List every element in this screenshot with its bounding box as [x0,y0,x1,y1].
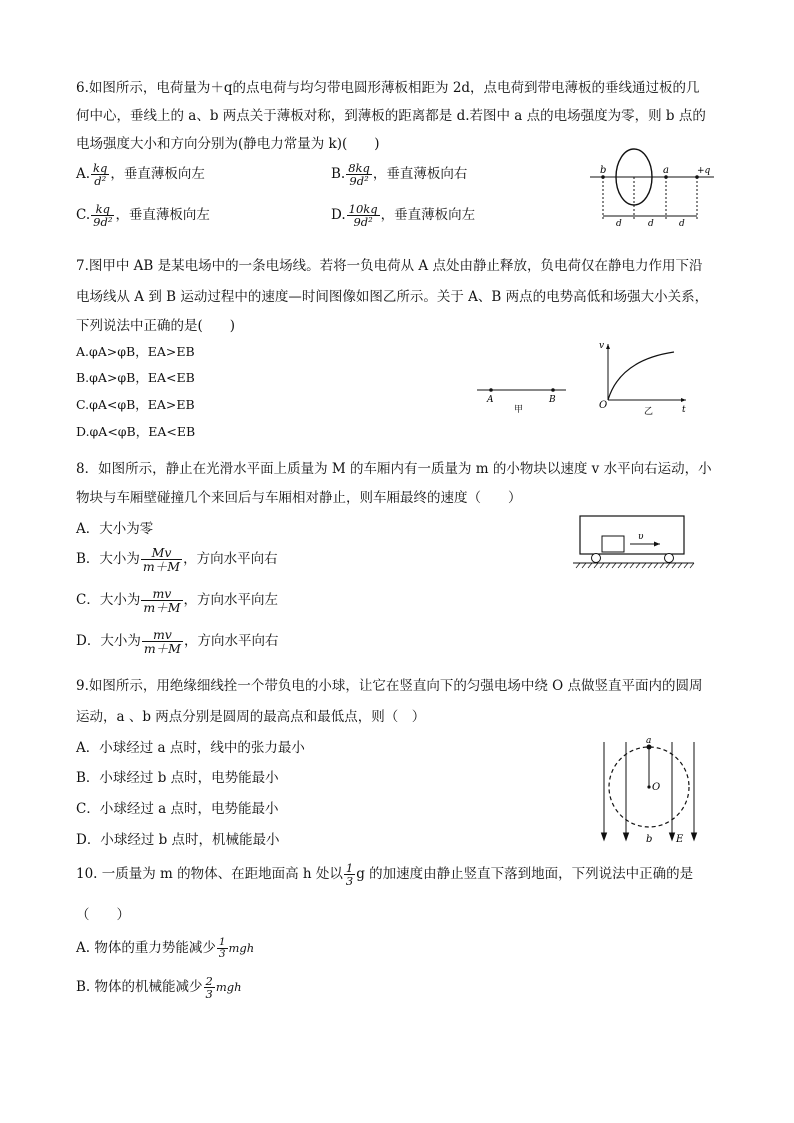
option-text: ，垂直薄板向左 [110,166,205,183]
q10-option-a[interactable] [76,936,254,960]
option-text: ，垂直薄板向左 [115,207,210,224]
q9-option-a[interactable]: A．小球经过 a 点时，线中的张力最小 [76,740,305,756]
fraction: $\frac{2}{3}$ [205,974,213,1002]
q6-figure-plate [586,146,718,228]
option-text: A. 物体的重力势能减少 [76,940,216,956]
fraction: $\frac{1}{3}$ [218,935,226,960]
q8-figure-cart [572,512,696,572]
q6-option-d[interactable] [331,203,475,228]
q8-option-b[interactable] [76,546,278,573]
q9-option-d[interactable]: D．小球经过 b 点时，机械能最小 [76,832,280,848]
fraction: $\frac{mv}{m+M}$ [143,586,181,616]
q7-option-d[interactable]: D.φA<φB，EA<EB [76,424,196,439]
q10-stem-line2: （ ） [76,907,130,923]
q9-figure-circle [596,734,700,846]
label-v: υ [638,532,644,542]
stem-text: 10. 一质量为 m 的物体、在距地面高 h 处以 [76,866,343,883]
q6-stem-line2: 何中心，垂线上的 a、b 两点关于薄板对称，到薄板的距离都是 d.若图中 a 点的电场强度为零，则 b 点的 [76,108,706,124]
label-yi: 乙 [644,407,654,417]
q8-option-d[interactable] [76,628,278,655]
q7-option-a[interactable]: A.φA>φB，EA>EB [76,344,195,359]
label-b: b [600,165,607,176]
label-O: O [652,782,661,793]
q10-stem-line1 [76,862,693,887]
label-q: +q [697,166,711,176]
q8-option-a[interactable]: A．大小为零 [76,521,154,537]
q7-stem-line1: 7.图甲中 AB 是某电场中的一条电场线。若将一负电荷从 A 点处由静止释放，负电荷仅在静电力作用下沿 [76,258,703,274]
q9-stem-line1: 9.如图所示，用绝缘细线拴一个带负电的小球，让它在竖直向下的匀强电场中绕 O 点做竖直平面内的圆周 [76,678,703,694]
option-text: B. 物体的机械能减少 [76,979,203,996]
option-text: C．大小为 [76,592,141,609]
q7-stem-line2: 电场线从 A 到 B 运动过程中的速度—时间图像如图乙所示。关于 A、B 两点的电势高低和场强大小关系， [76,289,709,305]
q9-option-c[interactable]: C．小球经过 a 点时，电势能最小 [76,801,279,817]
label-a: a [646,736,652,746]
fraction: $\frac{1}{3}$ [345,861,354,889]
label-d1: d [616,219,622,228]
option-text: B．大小为 [76,551,140,568]
q8-stem-line1: 8．如图所示，静止在光滑水平面上质量为 M 的车厢内有一质量为 m 的小物块以速度 v 水平向右运动，小 [76,461,712,477]
option-text: D．大小为 [76,633,141,650]
q9-stem-line2: 运动，a 、b 两点分别是圆周的最高点和最低点，则（ ） [76,709,426,725]
option-letter: D. [331,207,346,224]
label-O: O [599,400,608,411]
q6-option-c[interactable] [76,203,210,228]
q6-stem-line3: 电场强度大小和方向分别为(静电力常量为 k)( ) [76,136,380,152]
fraction: $\frac{8kq}{\text{9d²}}$ [348,161,370,189]
label-jia: 甲 [514,405,524,415]
label-t: t [682,405,686,415]
label-A: A [487,395,494,405]
fraction: $\frac{Mv}{m+M}$ [142,545,181,575]
option-letter: C. [76,207,91,224]
q9-option-b[interactable]: B．小球经过 b 点时，电势能最小 [76,770,279,786]
label-d2: d [648,219,654,228]
q7-figure-jia [474,380,570,416]
option-text: ，垂直薄板向右 [372,166,468,183]
label-b: b [646,834,653,845]
fraction: $\frac{mv}{m+M}$ [143,627,181,657]
label-v: v [599,341,605,351]
q8-option-c[interactable] [76,587,278,614]
stem-text: g 的加速度由静止竖直下落到地面，下列说法中正确的是 [356,866,694,883]
q6-option-a[interactable] [76,162,205,187]
label-a: a [663,165,669,176]
q7-stem-line3: 下列说法中正确的是( ) [76,318,236,334]
option-text: ，方向水平向右 [183,633,279,650]
q6-option-b[interactable] [331,162,467,187]
label-E: E [676,834,684,845]
option-text: mgh [215,980,242,995]
label-d3: d [679,219,685,228]
option-text: ，方向水平向左 [183,592,278,609]
label-B: B [549,395,556,405]
q7-figure-yi [596,338,692,420]
fraction: $\frac{kq}{\text{9d²}}$ [93,202,113,230]
q8-stem-line2: 物块与车厢壁碰撞几个来回后与车厢相对静止，则车厢最终的速度（ ） [76,490,522,506]
fraction: $\frac{kq}{\text{d²}}$ [93,161,108,189]
q10-option-b[interactable] [76,975,242,1000]
option-text: mgh [228,941,255,955]
q7-option-b[interactable]: B.φA>φB，EA<EB [76,370,195,385]
option-text: ，垂直薄板向左 [380,207,476,224]
q7-option-c[interactable]: C.φA<φB，EA>EB [76,397,195,412]
option-letter: A. [76,166,91,183]
option-letter: B. [331,166,346,183]
q6-stem-line1: 6.如图所示，电荷量为＋q的点电荷与均匀带电圆形薄板相距为 2d，点电荷到带电薄板的垂线通过板的几 [76,80,700,96]
option-text: ，方向水平向右 [183,551,278,568]
fraction: $\frac{10kq}{\text{9d²}}$ [348,202,378,230]
